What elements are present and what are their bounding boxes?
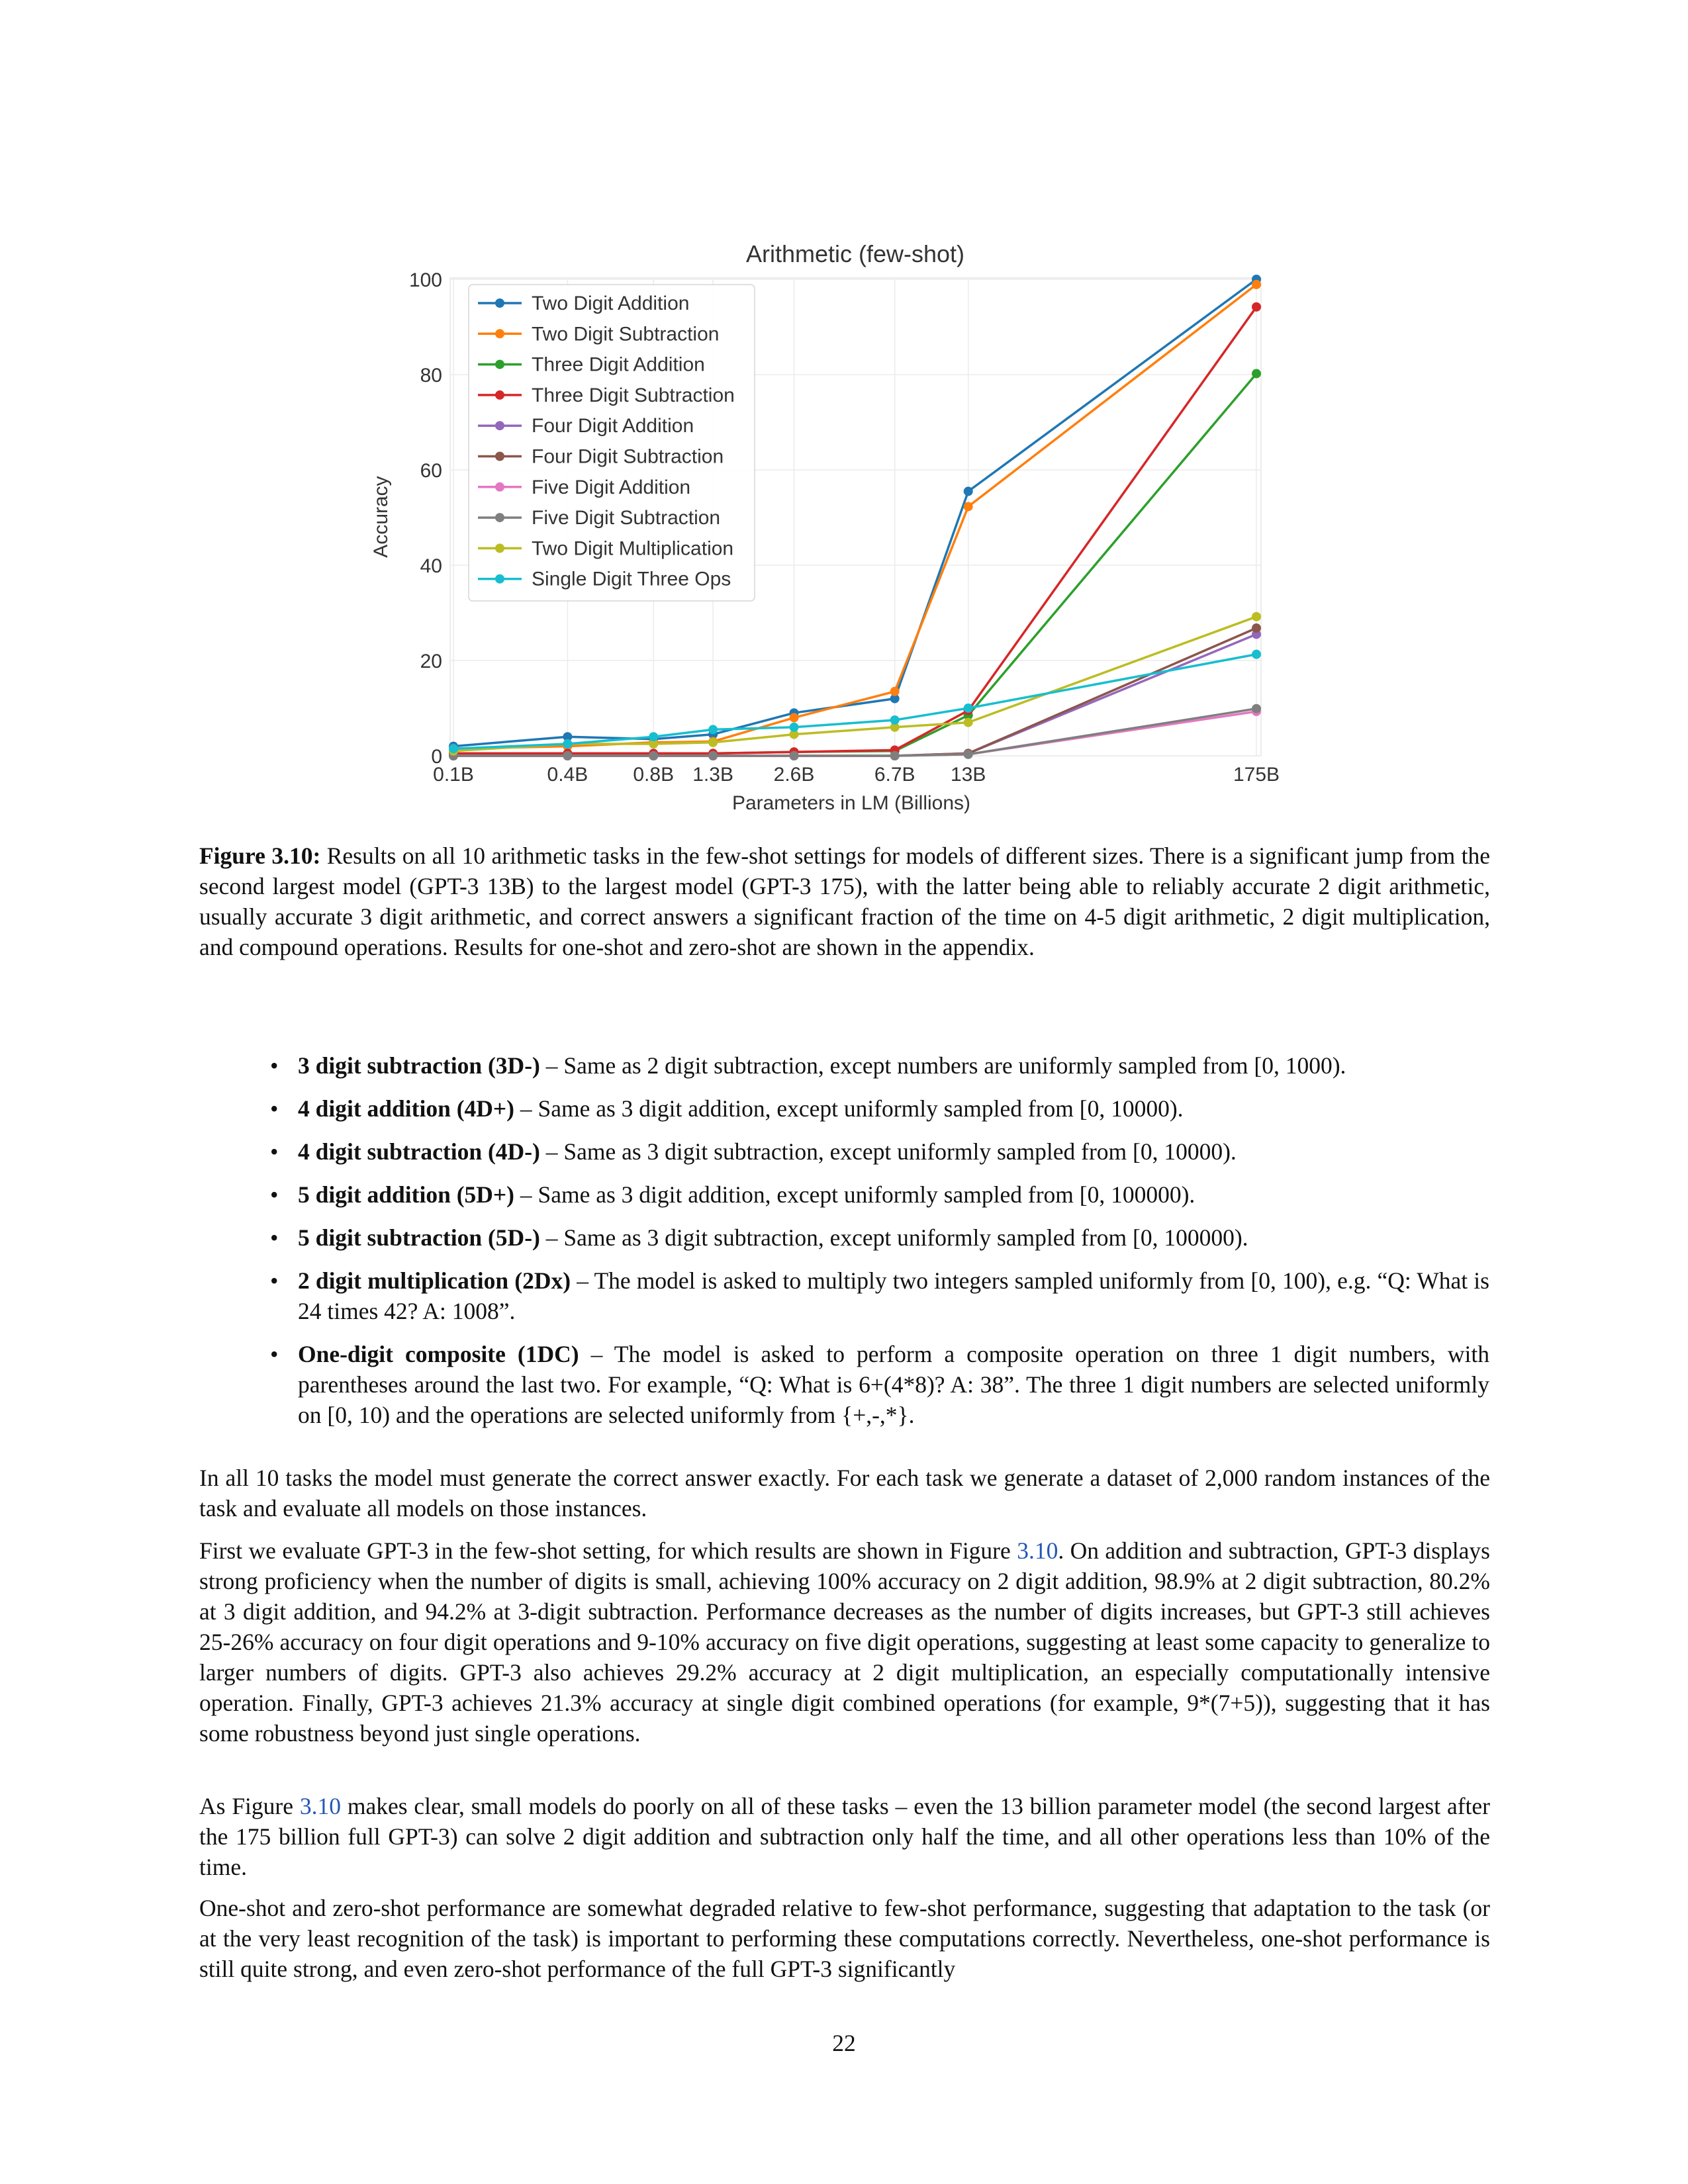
list-item: [265, 1179, 1489, 1210]
data-point: [790, 723, 799, 732]
legend-label: Two Digit Subtraction: [532, 323, 720, 345]
data-point: [708, 738, 718, 747]
data-point: [790, 713, 799, 722]
x-tick-label: 0.8B: [633, 764, 675, 786]
task-desc: – The model is asked to multiply two integers sampled uniformly from [0, 100), e.g. “Q: What is 24 times 42? A: 1008”.: [298, 1267, 1489, 1324]
data-point: [890, 751, 900, 760]
x-tick-label: 2.6B: [773, 764, 815, 786]
task-term: 2 digit multiplication (2Dx): [298, 1267, 571, 1294]
x-tick-label: 6.7B: [874, 764, 915, 786]
data-point: [964, 502, 973, 511]
data-point: [1252, 650, 1261, 659]
data-point: [1252, 280, 1261, 289]
x-tick-label: 1.3B: [692, 764, 733, 786]
legend-label: Five Digit Addition: [532, 476, 691, 498]
y-axis-label: Accuracy: [370, 476, 392, 558]
legend-marker: [495, 390, 504, 400]
legend-marker: [495, 482, 504, 492]
task-term: 5 digit subtraction (5D-): [298, 1224, 540, 1251]
data-point: [1252, 623, 1261, 633]
data-point: [563, 739, 572, 749]
data-point: [449, 744, 458, 753]
data-point: [708, 725, 718, 734]
legend-marker: [495, 543, 504, 553]
legend-label: Four Digit Subtraction: [532, 445, 724, 468]
task-list: [265, 1050, 1489, 1443]
list-item: [265, 1050, 1489, 1081]
paragraph-text: As Figure: [199, 1793, 300, 1819]
data-point: [1252, 369, 1261, 379]
legend-marker: [495, 360, 504, 369]
data-point: [1252, 612, 1261, 621]
y-tick-label: 80: [420, 365, 442, 387]
legend-label: Two Digit Addition: [532, 293, 690, 314]
paragraph: One-shot and zero-shot performance are somewhat degraded relative to few-shot performance, suggesting that adaptation to the task (or at the very least recognition of the task) is important to performing these computations correctly. Nevertheless, one-shot performance is still quite strong, and even zero-shot performance of the full GPT-3 significantly: [199, 1895, 1490, 1982]
legend-marker: [495, 574, 504, 584]
data-point: [1252, 302, 1261, 312]
data-point: [649, 751, 658, 760]
figure-ref-link[interactable]: 3.10: [1017, 1537, 1058, 1564]
task-term: One-digit composite (1DC): [298, 1341, 579, 1367]
data-point: [964, 486, 973, 496]
legend-label: Four Digit Addition: [532, 415, 694, 437]
legend-marker: [495, 421, 504, 430]
paragraph-text: makes clear, small models do poorly on all of these tasks – even the 13 billion parameter model (the second largest after the 175 billion full GPT-3) can solve 2 digit addition and subtraction only half the time, and all other operations less than 10% of the time.: [199, 1793, 1490, 1880]
legend-label: Three Digit Addition: [532, 353, 705, 376]
data-point: [649, 732, 658, 741]
list-item: [265, 1093, 1489, 1124]
legend-label: Single Digit Three Ops: [532, 568, 731, 590]
list-item: [265, 1339, 1489, 1430]
paragraph-text: First we evaluate GPT-3 in the few-shot setting, for which results are shown in Figure: [199, 1537, 1017, 1564]
list-item: [265, 1265, 1489, 1326]
task-term: 5 digit addition (5D+): [298, 1181, 514, 1208]
legend-label: Two Digit Multiplication: [532, 537, 734, 560]
task-desc: – Same as 3 digit addition, except uniformly sampled from [0, 100000).: [514, 1181, 1196, 1208]
figure-caption: [199, 841, 1490, 962]
task-desc: – Same as 2 digit subtraction, except numbers are uniformly sampled from [0, 1000).: [539, 1052, 1346, 1079]
data-point: [964, 750, 973, 759]
task-desc: – Same as 3 digit subtraction, except uniformly sampled from [0, 100000).: [539, 1224, 1248, 1251]
y-tick-label: 100: [408, 269, 442, 291]
data-point: [1252, 704, 1261, 713]
data-point: [964, 704, 973, 713]
page-number: 22: [832, 2030, 856, 2056]
x-ticks: [433, 764, 1280, 786]
data-point: [890, 687, 900, 696]
list-item: [265, 1222, 1489, 1253]
data-point: [790, 751, 799, 760]
legend-marker: [495, 329, 504, 338]
task-desc: – Same as 3 digit subtraction, except uniformly sampled from [0, 10000).: [539, 1138, 1237, 1165]
y-tick-label: 60: [420, 460, 442, 482]
task-term: 4 digit addition (4D+): [298, 1095, 514, 1122]
data-point: [563, 751, 572, 760]
task-desc: – Same as 3 digit addition, except uniformly sampled from [0, 10000).: [514, 1095, 1184, 1122]
data-point: [964, 718, 973, 727]
paragraph-text: . On addition and subtraction, GPT-3 displays strong proficiency when the number of digits is small, achieving 100% accuracy on 2 digit addition, 98.9% at 2 digit subtraction, 80.2% at 3 digit addition, and 94.2% at 3-digit subtraction. Performance decreases as the number of digits increases, but GPT-3 still achieves 25-26% accuracy on four digit operations and 9-10% accuracy on five digit operations, suggesting at least some capacity to generalize to larger numbers of digits. GPT-3 also achieves 29.2% accuracy at 2 digit multiplication, an especially computationally intensive operation. Finally, GPT-3 achieves 21.3% accuracy at single digit combined operations (for example, 9*(7+5)), suggesting that it has some robustness beyond just single operations.: [199, 1537, 1490, 1747]
data-point: [890, 715, 900, 725]
task-desc: – The model is asked to perform a composite operation on three 1 digit numbers, with parentheses around the last two. For example, “Q: What is 6+(4*8)? A: 38”. The three 1 digit numbers are selected uniformly on [0, 10) and the operations are selected uniformly from {+,-,*}.: [298, 1341, 1489, 1428]
legend-marker: [495, 298, 504, 308]
x-tick-label: 0.1B: [433, 764, 474, 786]
x-axis-label: Parameters in LM (Billions): [731, 792, 971, 814]
x-tick-label: 175B: [1233, 764, 1280, 786]
y-tick-label: 40: [420, 555, 442, 577]
paragraph: In all 10 tasks the model must generate the correct answer exactly. For each task we generate a dataset of 2,000 random instances of the task and evaluate all models on those instances.: [199, 1465, 1490, 1522]
legend-label: Five Digit Subtraction: [532, 507, 721, 529]
caption-text: Results on all 10 arithmetic tasks in the few-shot settings for models of different sizes. There is a significant jump from the second largest model (GPT-3 13B) to the largest model (GPT-3 175), with the latter being able to reliably accurate 2 digit arithmetic, usually accurate 3 digit arithmetic, and correct answers a significant fraction of the time on 4-5 digit arithmetic, 2 digit multiplication, and compound operations. Results for one-shot and zero-shot are shown in the appendix.: [199, 842, 1490, 960]
list-item: [265, 1136, 1489, 1167]
y-tick-label: 20: [420, 651, 442, 672]
arithmetic-chart: [357, 232, 1284, 827]
data-point: [708, 751, 718, 760]
chart-title: Arithmetic (few-shot): [745, 240, 965, 267]
chart-legend: [469, 285, 755, 601]
x-tick-label: 13B: [950, 764, 986, 786]
legend-marker: [495, 452, 504, 461]
paragraph: [199, 1535, 1490, 1749]
y-tick-label: 0: [431, 746, 442, 768]
figure-ref-link[interactable]: 3.10: [299, 1793, 341, 1819]
paragraph: [199, 1791, 1490, 1882]
task-term: 3 digit subtraction (3D-): [298, 1052, 540, 1079]
task-term: 4 digit subtraction (4D-): [298, 1138, 540, 1165]
legend-marker: [495, 513, 504, 522]
y-ticks: [409, 269, 442, 768]
legend-label: Three Digit Subtraction: [532, 384, 735, 406]
figure-label: Figure 3.10:: [199, 842, 321, 869]
x-tick-label: 0.4B: [547, 764, 588, 786]
